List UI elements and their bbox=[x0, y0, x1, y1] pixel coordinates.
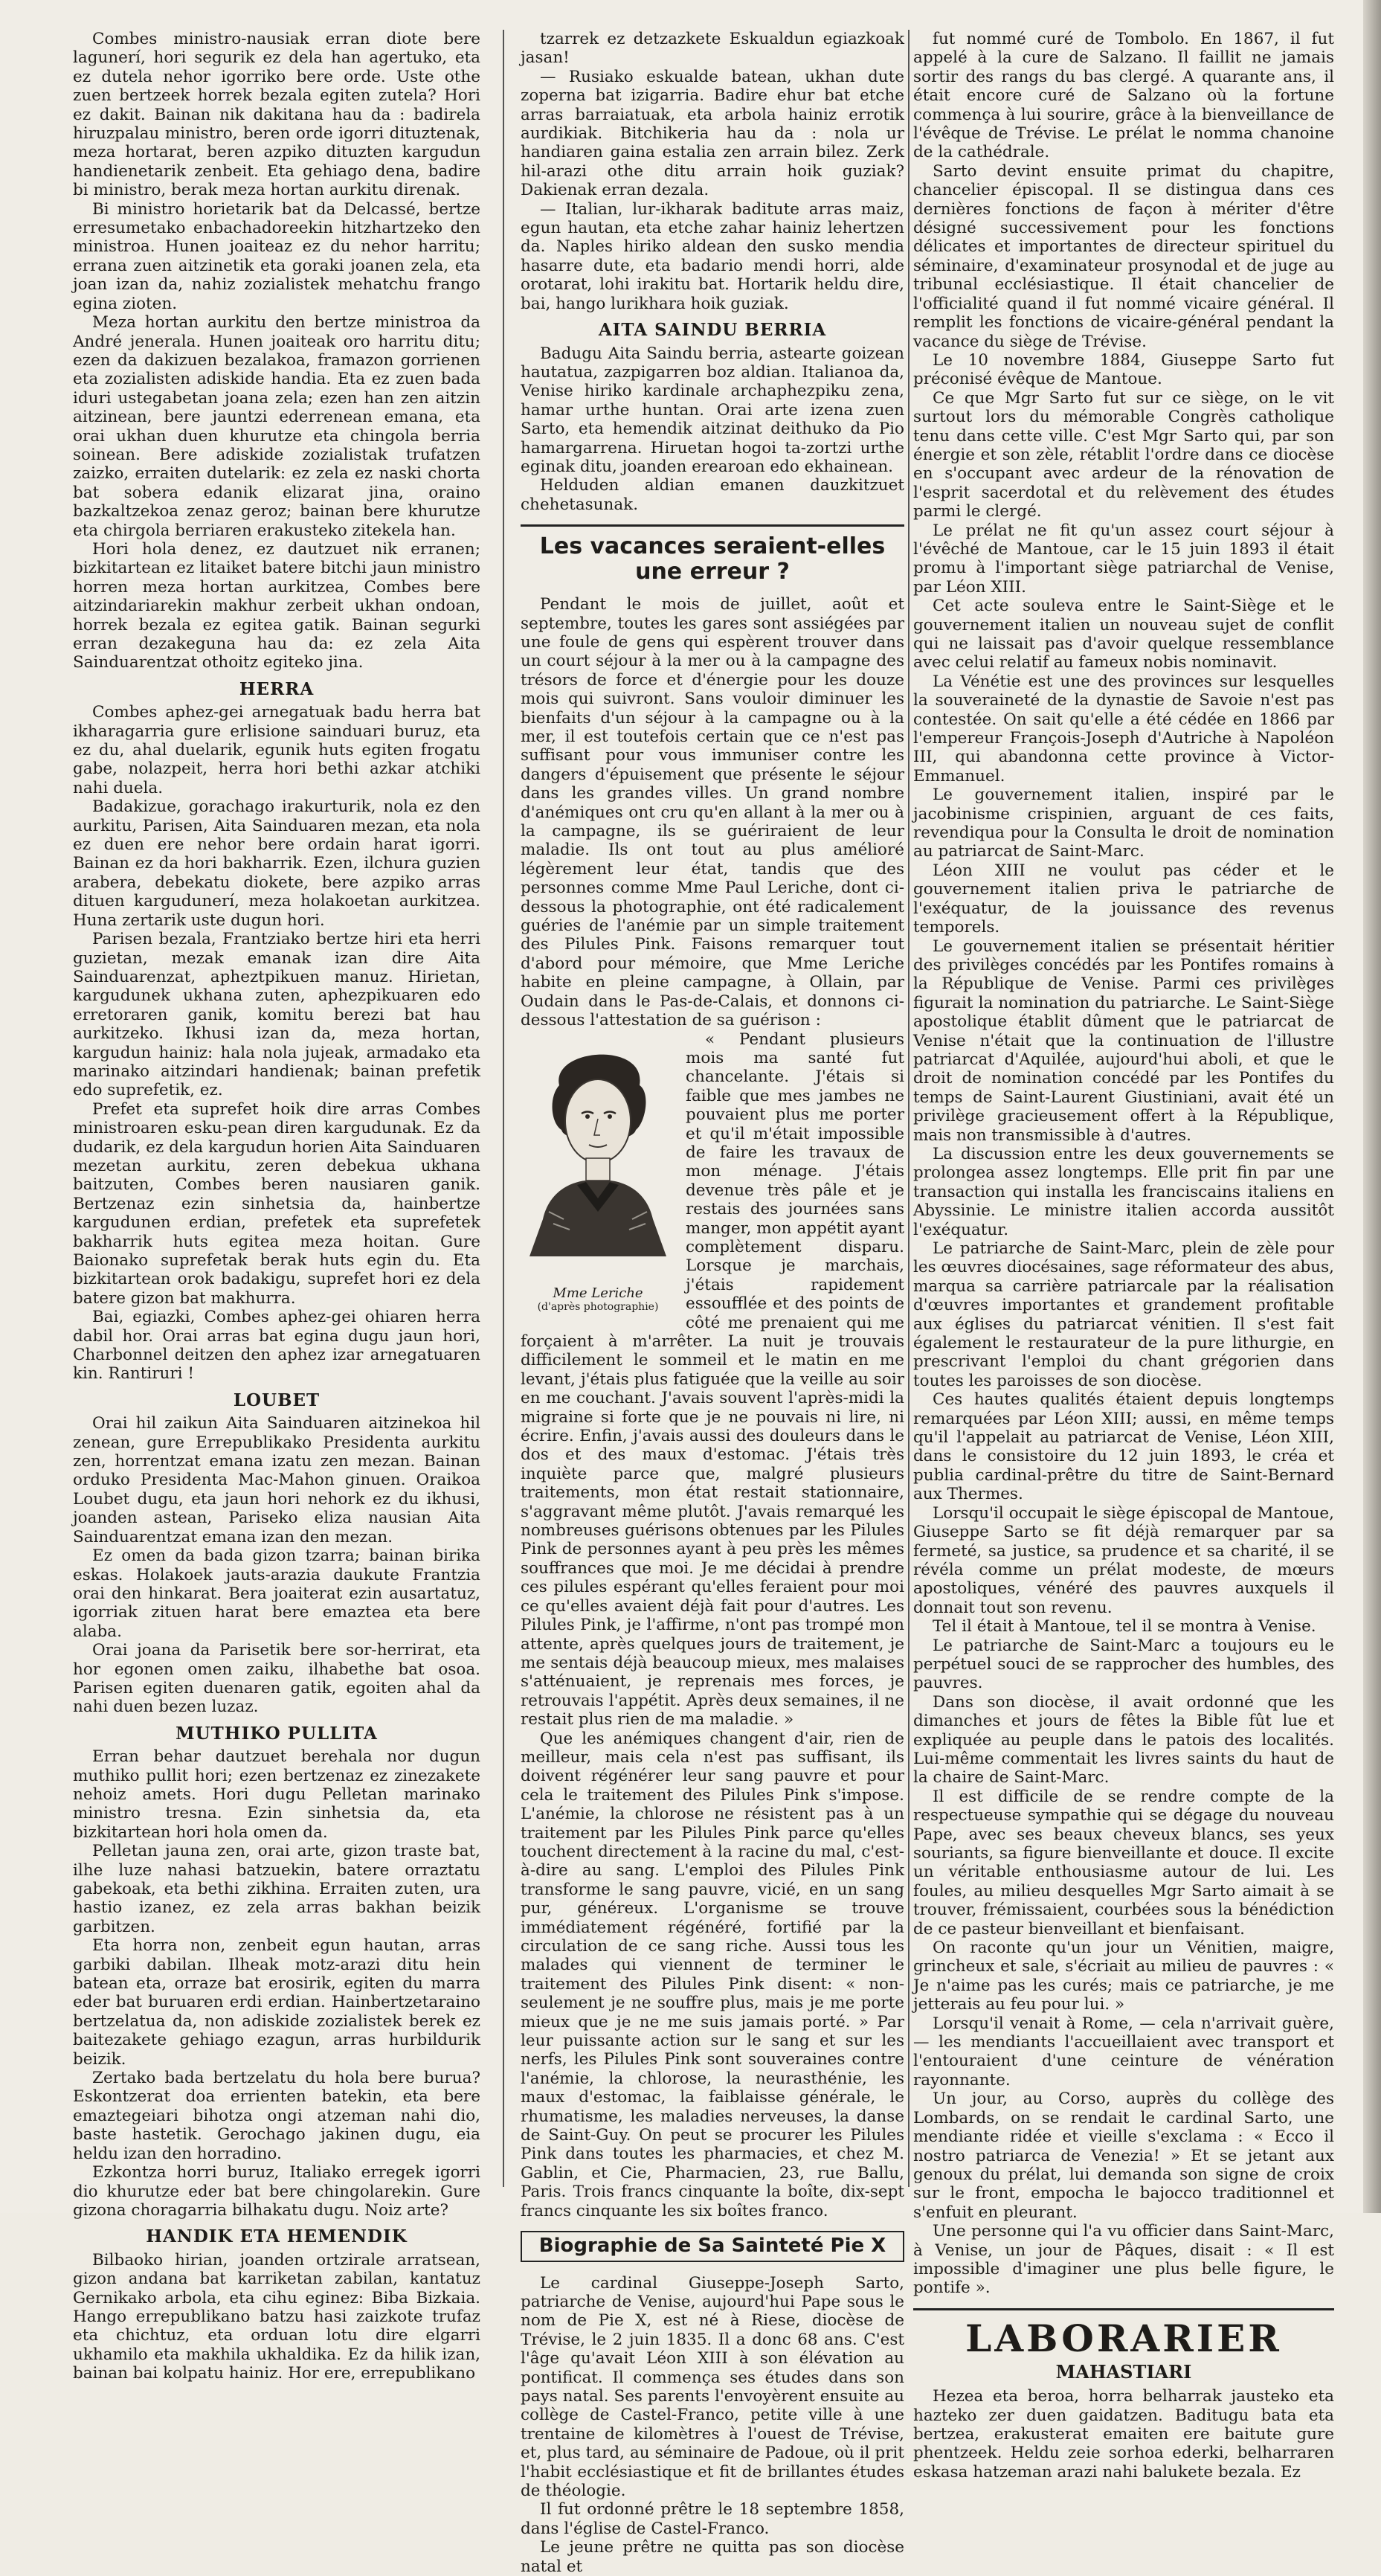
figure-caption: Mme Leriche bbox=[553, 1285, 643, 1301]
column-biography bbox=[913, 30, 1334, 2482]
portrait-illustration bbox=[521, 1033, 675, 1286]
paragraph: Parisen bezala, Frantziako bertze hiri eta herri guzietan, mezak emanak izan dire Aita Sainduarenzat, apheztpikuen manuz. Hirietan, kargudunek ukhana zuten, aphezpikuaren edo erretoraren ganik, komitu berezi bat hau aurkitzeko. Ikhusi izan da, meza hortan, kargudun hainiz: hala nola jujeak, armadako eta marinako aitzindari handienak; bainan prefetik edo suprefetik, ez. bbox=[73, 930, 480, 1100]
paragraph: Le patriarche de Saint-Marc a toujours eu le perpétuel souci de se rapprocher des humbles, des pauvres. bbox=[913, 1636, 1334, 1693]
paragraph: Eta horra non, zenbeit egun hautan, arras garbiki dabilan. Ilheak motz-arazi ditu hein batean eta, orraze bat erosirik, egiten du marra eder bat buruaren erdi erdian. Hainbertzetaraino bertzelatua da, non adiskide zozialistek berek ez baitezakete gehiago ezagun, arras hurbildurik beizik. bbox=[73, 1936, 480, 2069]
paragraph: Tel il était à Mantoue, tel il se montra à Venise. bbox=[933, 1617, 1316, 1637]
column-divider bbox=[908, 30, 910, 2187]
paragraph: Le prélat ne fit qu'un assez court séjour à l'évêché de Mantoue, car le 15 juin 1893 il était promu à l'important siège patriarchal de Venise, par Léon XIII. bbox=[913, 521, 1334, 597]
paragraph: Léon XIII ne voulut pas céder et le gouvernement italien priva le patriarche de l'exéquatur, de la jouissance des revenus temporels. bbox=[913, 861, 1334, 937]
paragraph: Ezkontza horri buruz, Italiako erregek igorri dio khurutze eder bat bere chingolarekin. Gure gizona choragarria bilhakatu dugu. Noiz arte? bbox=[73, 2163, 480, 2220]
column-divider bbox=[503, 30, 504, 2187]
paragraph: Hori hola denez, ez dautzuet nik erranen; bizkitartean ez litaiket batere bitchi jaun ministro horren meza hortan aurkitzea, Combes bere aitzindariarekin makhur zerbeit ukhan ondoan, horrek bezala ez egitea gatik. Bainan segurki erran dezakeguna hau da: ez zela Aita Sainduarentzat othoitz egiteko jina. bbox=[73, 539, 480, 672]
paragraph: Lorsqu'il occupait le siège épiscopal de Mantoue, Giuseppe Sarto se fit déjà remarquer par sa fermeté, sa justice, sa prudence et sa charité, il se révéla comme un prélat modeste, de mœurs apostoliques, vénéré des pauvres auxquels il donnait tout son revenu. bbox=[913, 1503, 1334, 1617]
paragraph: Une personne qui l'a vu officier dans Saint-Marc, à Venise, un jour de Pâques, disait : « Il est impossible d'imaginer une plus belle figure, le pontife ». bbox=[913, 2222, 1334, 2298]
figure-caption-source: (d'après photographie) bbox=[537, 1300, 659, 1313]
section-heading: LOUBET bbox=[233, 1390, 321, 1410]
paragraph: Meza hortan aurkitu den bertze ministroa da André jenerala. Hunen joaiteak oro harritu ditu; ezen da dakizuen bezalakoa, framazon gorrienen eta zozialisten adiskide handia. Eta ez zuen bada iduri ustegabetan joana zela; ezen han zen aitzin aitzinean, bere jauntzi ederrenean emana, eta orai ukhan duen khurutze eta chingola berria soinean. Bere adiskide zozialistak trufatzen zaizko, erraiten dutelarik: ez zela ez naski chorta bat sobera edanik elizarat jina, oraino bazkaltzekoa zenaz geroz; bainan bere khurutze eta chirgola berriaren erakusteko zitekela han. bbox=[73, 313, 480, 540]
paragraph: Un jour, au Corso, auprès du collège des Lombards, on se rendait le cardinal Sarto, une mendiante ridée et vieille s'exclama : « Ecco il nostro patriarca de Venezia! » Et se jetant aux genoux du prélat, lui demanda son signe de croix sur le front, empocha le bajocco traditionnel et s'enfuit en pleurant. bbox=[913, 2090, 1334, 2222]
article-title: Biographie de Sa Sainteté Pie X bbox=[521, 2231, 904, 2261]
paragraph: tzarrek ez detzazkete Eskualdun egiazkoak jasan! bbox=[521, 30, 904, 68]
paragraph: Que les anémiques changent d'air, rien de meilleur, mais cela n'est pas suffisant, ils doivent régénérer leur sang pauvre et pour cela le traitement des Pilules Pink s'impose. L'anémie, la chlorose ne résistent pas à un traitement par les Pilules Pink parce qu'elles touchent directement à la racine du mal, c'est-à-dire au sang. L'emploi des Pilules Pink transforme le sang pauvre, vicié, en un sang pur, généreux. L'organisme se trouve immédiatement régénéré, fortifié par la circulation de ce sang riche. Aussi tous les malades qui viennent de terminer le traitement des Pilules Pink disent: « non-seulement je ne souffre plus, mais je me porte mieux que je ne me suis jamais porté. » Par leur puissante action sur le sang et sur les nerfs, les Pilules Pink sont souveraines contre l'anémie, la chlorose, la neurasthénie, les maux d'estomac, la faiblaisse générale, le rhumatisme, les maladies nerveuses, la danse de Saint-Guy. On peut se procurer les Pilules Pink dans toutes les pharmacies, et chez M. Gablin, et Cie, Pharmacien, 23, rue Ballu, Paris. Trois francs cinquante la boîte, dix-sept francs cinquante les six boîtes franco. bbox=[521, 1729, 904, 2220]
section-heading: AITA SAINDU BERRIA bbox=[598, 320, 827, 341]
paragraph: Helduden aldian emanen dauzkitzuet chehetasunak. bbox=[521, 476, 904, 514]
paragraph: Zertako bada bertzelatu du hola bere burua? Eskontzerat doa errienten batekin, eta bere emaztegeiari bihotza ongi atzeman nahi dio, baste hastetik. Gerochago jakinen dugu, eia heldu izan den horradino. bbox=[73, 2069, 480, 2163]
paragraph: Dans son diocèse, il avait ordonné que les dimanches et jours de fêtes la Bible fût lue et expliquée au peuple dans le patois des localités. Lui-même commentait les livres saints du haut de la chaire de Saint-Marc. bbox=[913, 1692, 1334, 1788]
paragraph: On raconte qu'un jour un Vénitien, maigre, grincheux et sale, s'écriait au milieu de pauvres : « Je n'aime pas les curés; mais ce patriarche, je me jetterais au feu pour lui. » bbox=[913, 1939, 1334, 2014]
paragraph: Cet acte souleva entre le Saint-Siège et le gouvernement italien un nouveau sujet de conflit qui ne laissait pas d'avoir quelque ressemblance avec celui relatif au fameux nobis nominavit. bbox=[913, 597, 1334, 672]
column-middle bbox=[521, 30, 904, 2576]
paragraph: Le patriarche de Saint-Marc, plein de zèle pour les œuvres diocésaines, sage réformateur des abus, marqua sa carrière patriarcale par la réalisation d'œuvres importantes et grandement profitable aux églises du patriarcat vénitien. Il s'est fait également le restaurateur de la pure lithurgie, en prescrivant l'emploi du chant grégorien dans toutes les paroisses de son diocèse. bbox=[913, 1239, 1334, 1390]
paragraph: Il est difficile de se rendre compte de la respectueuse sympathie qui se dégage du nouveau Pape, avec ses beaux cheveux blancs, ses yeux souriants, sa figure bienveillante et douce. Il excite un véritable enthousiasme autour de lui. Les foules, au milieu desquelles Mgr Sarto aimait à se trouver, frémissaient, courbées sous la bénédiction de ce pasteur bienveillant et bienfaisant. bbox=[913, 1787, 1334, 1939]
column-basque-news bbox=[73, 30, 480, 2383]
paragraph: Sarto devint ensuite primat du chapitre, chancelier épiscopal. Il se distingua dans ces dernières fonctions de façon à mériter d'être désigné successivement pour les fonctions délicates et importantes de directeur spirituel du séminaire, d'examinateur prosynodal et de juge au tribunal ecclésiastique. Il était chancelier de l'officialité quand il fut nommé vicaire général. Il remplit les fonctions de vicaire-général pendant la vacance du siège de Trévise. bbox=[913, 161, 1334, 351]
paragraph: Bi ministro horietarik bat da Delcassé, bertze erresumetako enbachadoreekin hitzhartzeko den ministroa. Hunen joaiteaz ez du nehor harritu; errana zuen aitzinetik eta goraki joanen zela, eta joan izan da, nahiz zozialistek mehatchu frango egina zioten. bbox=[73, 199, 480, 313]
paragraph: Ces hautes qualités étaient depuis longtemps remarquées par Léon XIII; aussi, en même temps qu'il l'appelait au patriarcat de Venise, Léon XIII, dans le consistoire du 12 juin 1893, le créa et publia cardinal-prêtre du titre de Saint-Bernard aux Thermes. bbox=[913, 1390, 1334, 1504]
section-rule bbox=[913, 2308, 1334, 2310]
page-edge bbox=[1363, 0, 1381, 2213]
paragraph: Erran behar dautzuet berehala nor dugun muthiko pullit hori; ezen bertzenaz ez zinezakete nehoiz amets. Hori dugu Pelletan marinako ministro tresna. Ezin sinhetsia da, eta bizkitartean hori hola omen da. bbox=[73, 1747, 480, 1842]
portrait-figure bbox=[521, 1033, 675, 1313]
paragraph: Bai, egiazki, Combes aphez-gei ohiaren herra dabil hor. Orai arras bat egina dugu jaun hori, Charbonnel deitzen den aphez izar arnegatuaren kin. Rantiruri ! bbox=[73, 1308, 480, 1384]
article-title: Les vacances seraient-elles une erreur ? bbox=[539, 533, 886, 585]
paragraph: Ez omen da bada gizon tzarra; bainan birika eskas. Holakoek jauts-arazia daukute Frantzia orai den hinkarat. Bera joaiterat ezin ausartatuz, igorriak zituen harat bere emaztea eta bere alaba. bbox=[73, 1546, 480, 1641]
testimonial-quote: « Pendant plusieurs mois ma santé fut chancelante. J'étais si faible que mes jambes ne pouvaient plus me porter et qu'il m'était impossible de faire les travaux de mon ménage. J'étais devenue très pâle et je restais des journées sans manger, mon appétit ayant complètement disparu. Lorsque je marchais, j'étais rapidement essoufflée et des points de côté me prenaient qui me forçaient à m'arrêter. La nuit je trouvais difficilement le sommeil et le matin en me levant, j'étais plus fatiguée que la veille au soir en me couchant. J'avais souvent l'après-midi la migraine si forte que je ne pouvais ni lire, ni écrire. Enfin, j'avais aussi des douleurs dans le dos et des maux d'estomac. J'étais très inquiète parce que, malgré plusieurs traitements, mon état restait stationnaire, s'aggravant même plutôt. J'avais remarqué les nombreuses guérisons obtenues par les Pilules Pink de personnes ayant à peu près les mêmes souffrances que moi. Je me décidai à prendre ces pilules espérant qu'elles feraient pour moi ce qu'elles avaient déjà fait pour d'autres. Les Pilules Pink, je l'affirme, n'ont pas trompé mon attente, après quelques jours de traitement, je me sentais déjà beaucoup mieux, mes malaises s'atténuaient, je reprenais mes forces, je retrouvais l'appétit. Après deux semaines, il ne restait plus rien de ma maladie. » bbox=[521, 1030, 904, 1729]
paragraph: Pelletan jauna zen, orai arte, gizon traste bat, ilhe luze nahasi batzuekin, batere orraztatu gabekoak, eta bethi zikhina. Erraiten zuten, ura hastio izanez, ez zela arras bakhan beizik garbitzen. bbox=[73, 1842, 480, 1936]
paragraph: Le gouvernement italien, inspiré par le jacobinisme crispinien, arguant de ces faits, revendiqua pour la Consulta le droit de nomination au patriarcat de Saint-Marc. bbox=[913, 786, 1334, 861]
paragraph: Le 10 novembre 1884, Giuseppe Sarto fut préconisé évêque de Mantoue. bbox=[913, 350, 1334, 389]
paragraph: La discussion entre les deux gouvernements se prolongea assez longtemps. Elle prit fin par une transaction qui installa les franciscains italiens en Abyssinie. Le ministre italien accorda aussitôt l'exéquatur. bbox=[913, 1144, 1334, 1239]
paragraph: Badugu Aita Saindu berria, astearte goizean hautatua, zazpigarren boz aldian. Italianoa da, Venise hiriko kardinale archaphezpiku zena, hamar urthe huntan. Orai arte izena zuen Sarto, eta hemendik aitzinat deithuko da Pio hamargarrena. Hiruetan hogoi ta-zortzi urthe eginak ditu, joanden erearoan edo ekhainean. bbox=[521, 344, 904, 476]
paragraph: Lorsqu'il venait à Rome, — cela n'arrivait guère, — les mendiants l'accueillaient avec transport et l'entouraient d'une ceinture de vénération rayonnante. bbox=[913, 2014, 1334, 2090]
paragraph: Bilbaoko hirian, joanden ortzirale arratsean, gizon andana bat karriketan zabilan, kantatuz Gernikako arbola, eta cihu eginez: Biba Bizkaia. Hango errepublikano batzu hasi zaizkote trufaz eta chichtuz, eta orduan lotu dire elgarri ukhamilo eta makhila ukhaldika. Ez da hilik izan, bainan bai kolpatu hainiz. Hor ere, errepublikano bbox=[73, 2250, 480, 2383]
section-heading: HANDIK ETA HEMENDIK bbox=[146, 2226, 408, 2247]
section-subheading: MAHASTIARI bbox=[1055, 2360, 1192, 2383]
paragraph: La Vénétie est une des provinces sur lesquelles la souveraineté de la dynastie de Savoie n'est pas contestée. On sait qu'elle a été cédée en 1866 par l'empereur François-Joseph d'Autriche à Napoléon III, qui abandonna cette province à Victor-Emmanuel. bbox=[913, 672, 1334, 786]
paragraph: — Italian, lur-ikharak baditute arras maiz, egun hautan, eta etche zahar hainiz lehertzen da. Naples hiriko aldean den susko mendia hasarre dute, eta badario mendi horri, alde orotarat, lohi irakitu bat. Hortarik heldu dire, bai, hango lurikhara hoik guziak. bbox=[521, 199, 904, 313]
paragraph: Pendant le mois de juillet, août et septembre, toutes les gares sont assiégées par une foule de gens qui espèrent trouver dans un court séjour à la mer ou à la campagne des trésors de force et d'énergie pour les douze mois qui suivront. Sans vouloir diminuer les bienfaits d'un séjour à la campagne ou à la mer, il est toutefois certain que ce n'est pas suffisant pour vous immuniser contre les dangers d'épuisement que présente le séjour dans les grandes villes. Un grand nombre d'anémiques ont cru qu'en allant à la mer ou à la campagne, ils se guériraient de leur maladie. Ils ont tout au plus amélioré légèrement leur état, tandis que des personnes comme Mme Paul Leriche, dont ci-dessous la photographie, ont été radicalement guéries de l'anémie par un simple traitement des Pilules Pink. Faisons remarquer tout d'abord pour mémoire, que Mme Leriche habite en pleine campagne, à Ollain, par Oudain dans le Pas-de-Calais, et donnons ci-dessous l'attestation de sa guérison : bbox=[521, 595, 904, 1030]
paragraph: Hezea eta beroa, horra belharrak jausteko eta hazteko zer duen gaidatzen. Baditugu bata eta bertzea, erakusterat emaiten ere baitute gure phentzeek. Heldu zeie sorhoa ederki, belharraren eskasa hatzeman arazi nahi balukete bezala. Ez bbox=[913, 2387, 1334, 2482]
paragraph: Orai joana da Parisetik bere sor-herrirat, eta hor egonen omen zaiku, ilhabethe bat osoa. Parisen egiten duenaren gatik, egoiten ahal da nahi duen bezen luzaz. bbox=[73, 1641, 480, 1717]
section-heading: HERRA bbox=[239, 678, 315, 699]
paragraph: Le gouvernement italien se présentait héritier des privilèges concédés par les Pontifes romains à la République de Venise. Parmi ces privilèges figurait la nomination du patriarche. Le Saint-Siège apostolique établit dûment que le patriarcat de Venise n'était que la continuation de l'illustre patriarcat d'Aquilée, aujourd'hui aboli, et que le droit de nomination concédé par les Pontifes du temps de Saint-Laurent Giustiniani, avait été un privilège gracieusement offert à la République, mais non transmissible à d'autres. bbox=[913, 937, 1334, 1145]
paragraph: Le cardinal Giuseppe-Joseph Sarto, patriarche de Venise, aujourd'hui Pape sous le nom de Pie X, est né à Riese, diocèse de Trévise, le 2 juin 1835. Il a donc 68 ans. C'est l'âge qu'avait Léon XIII à son élévation au pontificat. Il commença ses études dans son pays natal. Ses parents l'envoyèrent ensuite au collège de Castel-Franco, petite ville à une trentaine de kilomètres à l'ouest de Trévise, et, plus tard, au séminaire de Padoue, où il prit l'habit ecclésiastique et fit de brillantes études de théologie. bbox=[521, 2273, 904, 2500]
paragraph: Prefet eta suprefet hoik dire arras Combes ministroaren esku-pean diren kargudunak. Ez da dudarik, ez dela kargudun horien Aita Sainduaren mezetan aurkitu, zeren debekua ukhana baitzuten, Combes beren nausiaren ganik. Bertzenaz ezin sinhetsia da, hainbertze kargudunen erdian, prefetek eta suprefetek bakharrik huts egitea meza hoitan. Gure Baionako suprefetak berak huts egin du. Eta bizkitartean orok badakigu, suprefet hori ez dela batere gizon bat makhurra. bbox=[73, 1099, 480, 1308]
paragraph: Il fut ordonné prêtre le 18 septembre 1858, dans l'église de Castel-Franco. bbox=[521, 2500, 904, 2538]
section-heading: MUTHIKO PULLITA bbox=[176, 1723, 378, 1744]
section-rule bbox=[521, 524, 904, 527]
paragraph: Combes ministro-nausiak erran diote bere lagunerí, hori segurik ez dela han agertuko, eta ez dutela nehor igorriko bere orde. Uste othe zuen bertzeek horrek bezala egiten zutela? Hori ez dakit. Bainan nik dakitana hau da : badirela hiruzpalau ministro, beren orde igorri dituztenak, meza hortarat, beren azpiko dituzten kargudun handienetarik zenbeit. Eta gehiago dena, badire bi ministro, berak meza hortan aurkitu direnak. bbox=[73, 30, 480, 200]
paragraph: — Rusiako eskualde batean, ukhan dute zoperna bat izigarria. Badire ehur bat etche arras barraiatuak, eta arbola hainiz errotik aurdikiak. Bitchikeria hau da : nola ur handiaren gaina estalia zen arrain bilez. Zerk hil-arazi othe ditu arrain hoik guziak? Dakienak erran dezala. bbox=[521, 67, 904, 200]
paragraph: Combes aphez-gei arnegatuak badu herra bat ikharagarria gure erlisione sainduari buruz, eta ez du, ahal duelarik, egunik huts egiten frogatu gabe, nolazpeit, herra hori bethi azkar atchiki nahi duela. bbox=[73, 703, 480, 797]
paragraph: Ce que Mgr Sarto fut sur ce siège, on le vit surtout lors du mémorable Congrès catholique tenu dans cette ville. C'est Mgr Sarto qui, par son énergie et son zèle, rétablit l'ordre dans ce diocèse en s'occupant avec ardeur de la rénovation de l'esprit sacerdotal et du relèvement des études parmi le clergé. bbox=[913, 388, 1334, 521]
section-masthead: LABORARIER bbox=[965, 2316, 1282, 2360]
paragraph: fut nommé curé de Tombolo. En 1867, il fut appelé à la cure de Salzano. Il faillit ne jamais sortir des rangs du bas clergé. A quarante ans, il était encore curé de Salzano où la fortune commença à lui sourire, grâce à la bienveillance de l'évêque de Trévise. Le prélat le nomma chanoine de la cathédrale. bbox=[913, 30, 1334, 162]
paragraph: Le jeune prêtre ne quitta pas son diocèse natal et bbox=[521, 2538, 904, 2576]
paragraph: Orai hil zaikun Aita Sainduaren aitzinekoa hil zenean, gure Errepublikako Presidenta aurkitu zen, horrentzat emana izatu zen mezan. Bainan orduko Presidenta Mac-Mahon ginuen. Oraikoa Loubet dugu, eta jaun hori nehork ez du ikhusi, joanden astean, Pariseko eliza nausian Aita Sainduarentzat emana izan den mezan. bbox=[73, 1414, 480, 1546]
paragraph: Badakizue, gorachago irakurturik, nola ez den aurkitu, Parisen, Aita Sainduaren mezan, eta nola ez duen ere nehor bere ordain harat igorri. Bainan ez da hori bakharrik. Ezen, ilchura guzien arabera, debekatu diokete, bere azpiko arras dituen kargudunerí, meza holakoetan aurkitzea. Huna zertarik uste dugun hori. bbox=[73, 797, 480, 930]
